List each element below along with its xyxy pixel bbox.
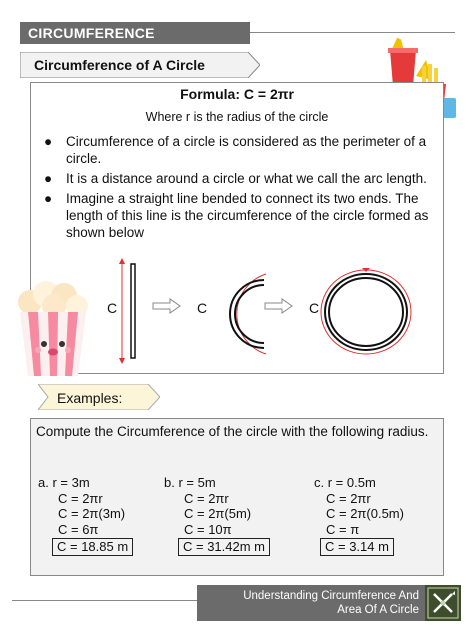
example-given: a. r = 3m [38,475,90,490]
arrow-right-icon [264,298,294,314]
diagram-label-arc: C [197,300,208,316]
page-header: CIRCUMFERENCE [20,22,250,44]
example-a [38,475,133,556]
example-step: C = 2πr [184,490,229,506]
bullet-icon: ● [44,191,53,206]
bullet-text: It is a distance around a circle or what we call the arc length. [66,171,427,186]
popcorn-illustration [14,280,92,380]
list-item [44,190,439,241]
example-answer-box: C = 31.42m m [178,538,270,556]
example-step: C = 2πr [58,490,103,506]
example-answer-box: C = 18.85 m [52,538,133,556]
formula-note: Where r is the radius of the circle [145,110,329,124]
section-title: Circumference of A Circle [34,57,205,73]
bullet-text: Circumference of a circle is considered as the perimeter of a circle. [66,134,427,166]
example-answer-box: C = 3.14 m [320,538,394,556]
bullet-text: Imagine a straight line bended to connect its two ends. The length of this line is the circumference of the circle formed as shown below [66,191,429,240]
example-given: b. r = 5m [164,475,216,490]
footer-title [197,585,425,621]
arrow-right-icon [152,298,182,314]
example-step: C = π [326,521,360,537]
example-step: C = 2π(0.5m) [326,506,404,521]
list-item [44,133,439,167]
example-step: C = 2π(5m) [184,506,252,521]
header-divider [250,32,455,33]
examples-prompt: Compute the Circumference of the circle with the following radius. [36,424,429,439]
list-item [44,170,439,187]
bullet-list [44,133,439,244]
straight-line-figure [118,258,142,364]
footer-divider [12,600,197,601]
example-step: C = 2π(3m) [58,506,126,521]
bullet-icon: ● [44,134,53,149]
logo [425,585,461,621]
example-step: C = 10π [184,521,232,537]
examples-title: Examples: [57,390,123,406]
footer-line-2: Area Of A Circle [337,604,419,616]
formula-label: Formula: C = 2πr [180,86,294,102]
diagram-label-circle: C [309,300,320,316]
bent-line-figure [210,258,270,368]
compass-pencil-icon [425,585,461,621]
example-given: c. r = 0.5m [314,475,376,490]
footer-line-1: Understanding Circumference And [243,590,419,602]
example-step: C = 6π [58,521,99,537]
example-b [164,475,270,556]
example-step: C = 2πr [326,490,371,506]
example-c [314,475,404,556]
diagram-label-line: C [107,300,118,316]
circle-figure [318,266,414,358]
bullet-icon: ● [44,171,53,186]
